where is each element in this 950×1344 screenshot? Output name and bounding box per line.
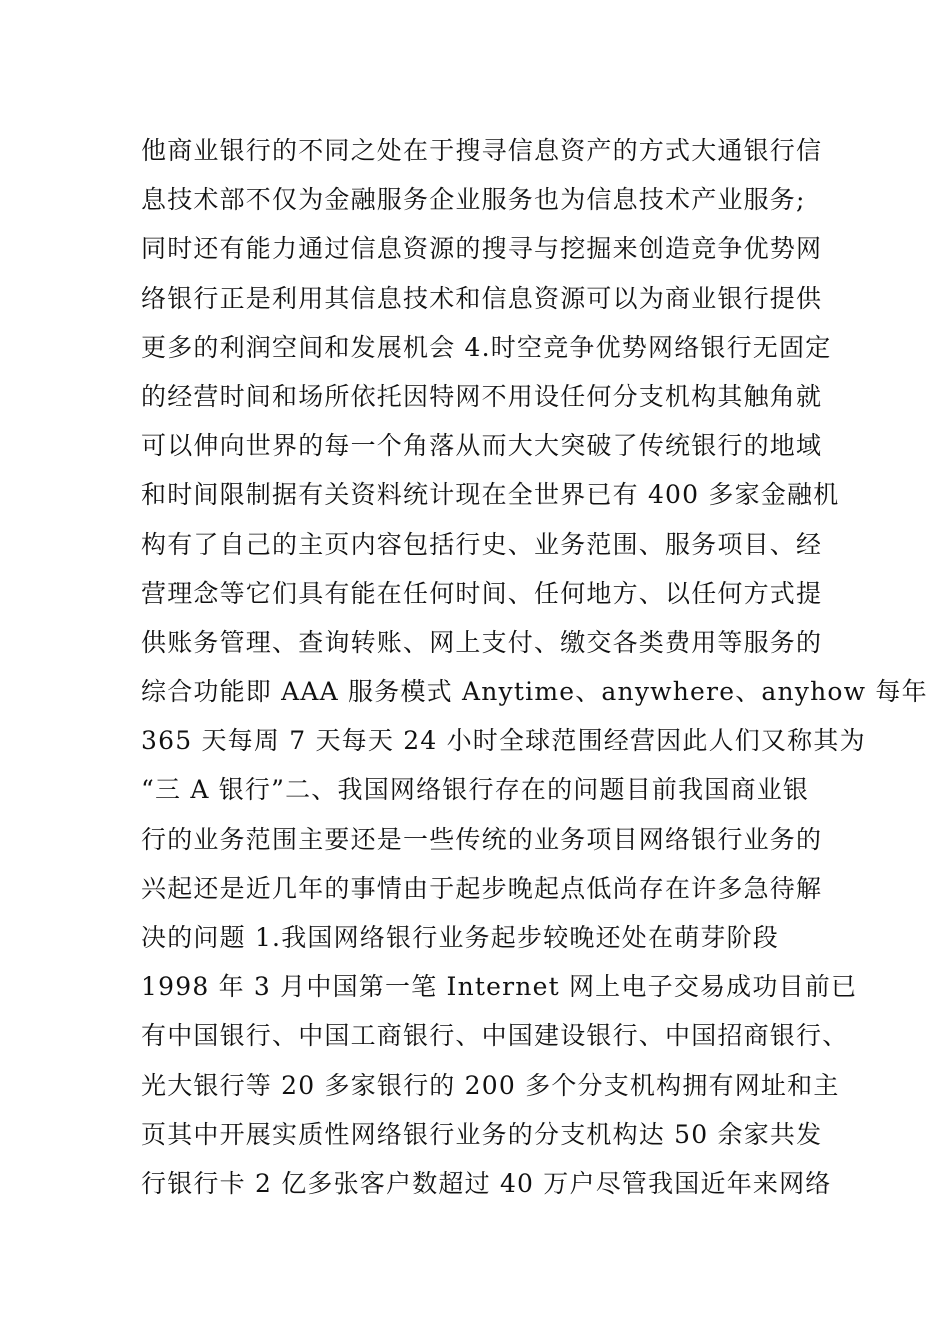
text-line-6: 的经营时间和场所依托因特网不用设任何分支机构其触角就 (141, 381, 823, 411)
text-line-7: 可以伸向世界的每一个角落从而大大突破了传统银行的地域 (141, 431, 823, 461)
text-line-10: 营理念等它们具有能在任何时间、任何地方、以任何方式提 (141, 578, 823, 608)
text-line-14: “三 A 银行”二、我国网络银行存在的问题目前我国商业银 (141, 775, 810, 805)
text-line-17: 决的问题 1.我国网络银行业务起步较晚还处在萌芽阶段 (141, 923, 780, 952)
text-line-1: 他商业银行的不同之处在于搜寻信息资产的方式大通银行信 (141, 136, 823, 165)
text-line-18: 1998 年 3 月中国第一笔 Internet 网上电子交易成功目前已 (141, 972, 858, 1002)
text-line-3: 同时还有能力通过信息资源的搜寻与挖掘来创造竞争优势网 (141, 234, 823, 264)
text-line-19: 有中国银行、中国工商银行、中国建设银行、中国招商银行、 (141, 1021, 849, 1051)
text-line-22: 行银行卡 2 亿多张客户数超过 40 万户尽管我国近年来网络 (141, 1168, 832, 1198)
text-line-9: 构有了自己的主页内容包括行史、业务范围、服务项目、经 (141, 529, 823, 559)
text-line-13: 365 天每周 7 天每天 24 小时全球范围经营因此人们又称其为 (141, 726, 866, 756)
text-line-12: 综合功能即 AAA 服务模式 Anytime、anywhere、anyhow 每年 (141, 677, 928, 707)
text-line-15: 行的业务范围主要还是一些传统的业务项目网络银行业务的 (141, 824, 823, 854)
text-line-11: 供账务管理、查询转账、网上支付、缴交各类费用等服务的 (141, 627, 823, 657)
text-line-2: 息技术部不仅为金融服务企业服务也为信息技术产业服务; (141, 185, 806, 215)
text-line-20: 光大银行等 20 多家银行的 200 多个分支机构拥有网址和主 (141, 1070, 840, 1100)
text-line-16: 兴起还是近几年的事情由于起步晚起点低尚存在许多急待解 (141, 873, 823, 903)
text-line-21: 页其中开展实质性网络银行业务的分支机构达 50 余家共发 (141, 1119, 823, 1149)
body-text (141, 126, 928, 1208)
text-line-5: 更多的利润空间和发展机会 4.时空竞争优势网络银行无固定 (141, 332, 832, 362)
text-line-4: 络银行正是利用其信息技术和信息资源可以为商业银行提供 (141, 283, 823, 313)
text-line-8: 和时间限制据有关资料统计现在全世界已有 400 多家金融机 (141, 480, 840, 510)
